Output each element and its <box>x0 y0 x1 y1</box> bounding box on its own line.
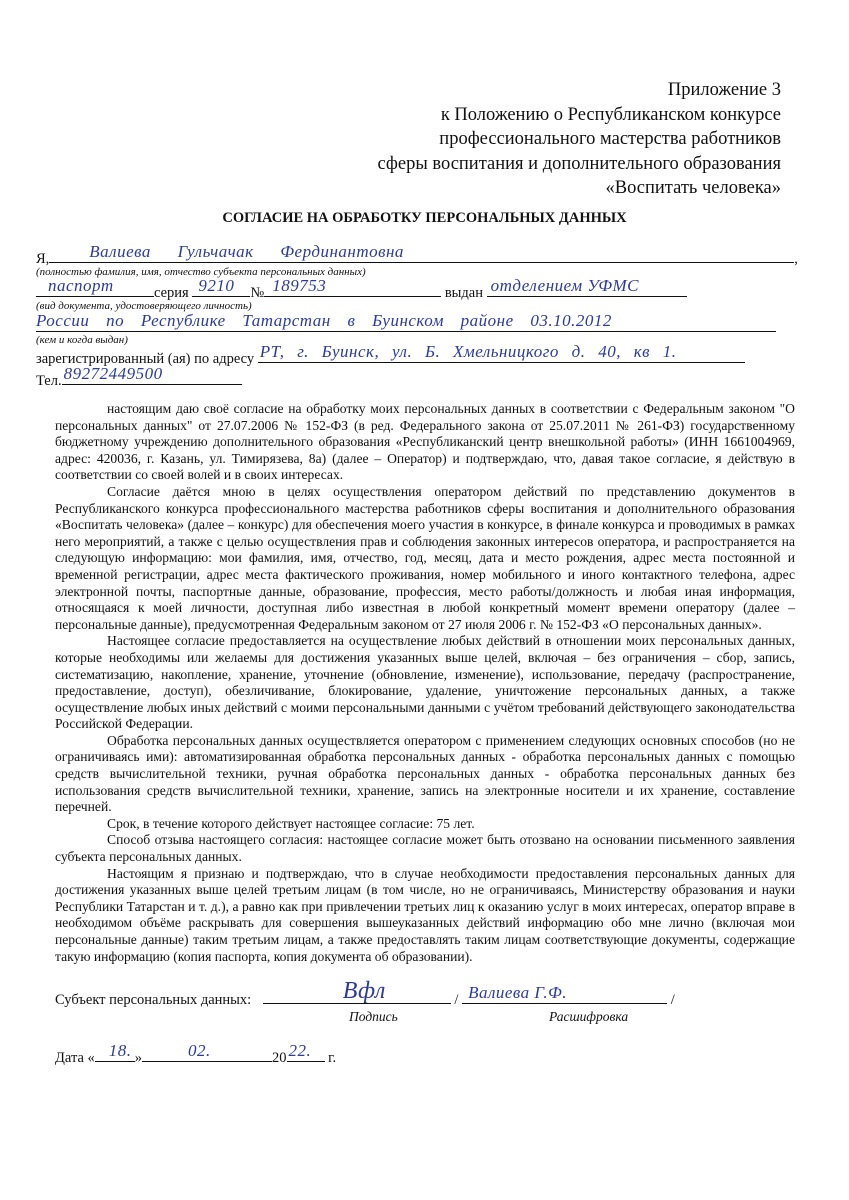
header-line: «Воспитать человека» <box>605 178 781 198</box>
paragraph: Настоящим я признаю и подтверждаю, что в случае необходимости предоставления персональных данных для достижения указанных выше целей третьим лицам (в том числе, но не ограничиваясь, Министерству образования и науки Республики Татарстан и т. д.), а равно как при привлечении третьих лиц к оказанию услуг в моих интересах, оператор вправе в необходимом объёме раскрывать для совершения вышеуказанных действий информацию обо мне лично (включая мои персональные данные) таким третьим лицам, а также предоставлять таким лицам соответствующие документы, содержащие такую информацию (копия паспорта, копия документа об образовании). <box>55 865 795 964</box>
day-field[interactable] <box>95 1041 135 1062</box>
paragraph: Способ отзыва настоящего согласия: настоящее согласие может быть отозвано на основании письменного заявления субъекта персональных данных. <box>55 832 795 865</box>
month-field[interactable] <box>142 1041 272 1062</box>
tel-label: Тел. <box>36 373 62 389</box>
handwritten-decode: Валиева Г.Ф. <box>468 983 567 1003</box>
tel-row <box>36 364 242 390</box>
document-type-field[interactable] <box>36 276 154 297</box>
handwritten-doc-type: паспорт <box>48 276 114 295</box>
issued-row <box>36 311 776 337</box>
header-line: сферы воспитания и дополнительного образования <box>377 153 781 174</box>
paragraph: Согласие даётся мною в целях осуществления оператором действий по представлению документов в Республиканского конкурса профессионального мастерства работников сферы воспитания и дополнительного образования «Воспитать человека» (далее – конкурс) для обеспечения моего участия в конкурсе, в финале конкурса и проводимых в рамках него мероприятий, а также с целью осуществления прав и соблюдения законных интересов оператора, и распространяется на следующую информацию: мои фамилия, имя, отчество, год, месяц, дата и место рождения, адрес места постоянной и временной регистрации, адрес места фактического проживания, номер мобильного и иного контактного телефона, адрес электронной почты, паспортные данные, образование, профессия, место работы/должность и любая иная информация, относящаяся к моей личности, доступная либо известная в любой конкретный момент времени оператору (далее – персональные данные), предусмотренная Федеральным законом от 27 июля 2006 г. № 152-ФЗ «О персональных данных». <box>55 483 795 632</box>
paragraph: Настоящее согласие предоставляется на осуществление любых действий в отношении моих персональных данных, которые необходимы или желаемы для достижения указанных выше целей, включая – без ограничения – сбор, запись, систематизацию, накопление, хранение, уточнение (обновление, изменение), использование, передачу (распространение, предоставление, доступ), обезличивание, блокирование, удаление, уничтожение персональных данных, а также осуществление любых иных действий с моими персональными данными с учётом требований действующего законодательства Российской Федерации. <box>55 633 795 732</box>
handwritten-day: 18. <box>108 1041 132 1061</box>
paragraph: настоящим даю своё согласие на обработку моих персональных данных в соответствии с Федеральным законом "О персональных данных" от 27.07.2006 № 152-ФЗ (в ред. Федерального закона от 25.07.2011 № 261-ФЗ) государственному бюджетному учреждению дополнительного образования «Республиканский центр внешкольной работы» (ИНН 1661004969, адрес: 420036, г. Казань, ул. Тимирязева, 8а) (далее – Оператор) и подтверждаю, что, давая такое согласие, я действую в соответствии со своей волей и в своих интересах. <box>55 401 795 483</box>
issued-by-field-1[interactable] <box>487 276 687 297</box>
handwritten-issued-2: России по Республике Татарстан в Буинском районе 03.10.2012 <box>36 311 612 330</box>
paragraph: Обработка персональных данных осуществляется оператором с применением следующих основных способов (но не ограничиваясь ими): автоматизированная обработка персональных данных - обработка персональных данных с помощью средств вычислительной техники, ручная обработка персональных данных - обработка персональных данных без использования средств вычислительной техники, хранение, запись на электронные носители и их хранение, составление перечней. <box>55 732 795 815</box>
header-line: профессионального мастерства работников <box>439 129 781 149</box>
paragraph: Срок, в течение которого действует настоящее согласие: 75 лет. <box>107 815 475 831</box>
document-row <box>36 276 687 302</box>
quote-close: » <box>134 1050 143 1067</box>
handwritten-tel: 89272449500 <box>63 364 163 383</box>
header-line: к Положению о Республиканском конкурсе <box>440 104 781 125</box>
signature-row <box>55 978 675 1009</box>
appendix-header <box>377 78 781 201</box>
year-prefix: 20 <box>272 1050 287 1067</box>
signature-field[interactable] <box>263 978 451 1005</box>
issued-caption: (кем и когда выдан) <box>36 334 128 346</box>
series-field[interactable] <box>192 276 250 297</box>
name-row: Я, Валиева Гульчачак Фердинантовна , <box>36 242 798 267</box>
handwritten-series: 9210 <box>198 276 235 295</box>
date-label: Дата « <box>55 1050 95 1067</box>
year-field[interactable] <box>287 1041 325 1062</box>
name-prefix: Я, <box>36 251 50 267</box>
number-field[interactable] <box>264 276 441 297</box>
handwritten-signature: Вфл <box>342 978 386 1005</box>
separator: / <box>454 992 459 1009</box>
consent-body <box>55 401 795 965</box>
date-row <box>55 1041 795 1067</box>
signature-caption: Подпись <box>349 1009 398 1025</box>
handwritten-month: 02. <box>188 1041 211 1061</box>
document-caption: (вид документа, удостоверяющего личность) <box>36 300 252 312</box>
decode-caption: Расшифровка <box>549 1009 629 1025</box>
signature-block <box>55 978 795 1031</box>
name-caption: (полностью фамилия, имя, отчество субъекта персональных данных) <box>36 266 366 278</box>
issued-label: выдан <box>444 285 483 301</box>
name-field[interactable] <box>49 242 794 263</box>
separator: / <box>670 992 675 1009</box>
number-label: № <box>250 285 265 301</box>
handwritten-year: 22. <box>288 1041 312 1061</box>
handwritten-name: Валиева Гульчачак Фердинантовна <box>89 242 404 261</box>
handwritten-address: РТ, г. Буинск, ул. Б. Хмельницкого д. 40, кв 1. <box>259 342 677 361</box>
document-title: СОГЛАСИЕ НА ОБРАБОТКУ ПЕРСОНАЛЬНЫХ ДАННЫХ <box>222 210 627 226</box>
consent-flow <box>55 401 795 1105</box>
year-suffix: г. <box>328 1050 337 1067</box>
tel-field[interactable] <box>62 364 242 385</box>
address-label: зарегистрированный (ая) по адресу <box>36 351 255 367</box>
header-line: Приложение 3 <box>667 80 781 100</box>
signature-label: Субъект персональных данных: <box>55 992 252 1009</box>
series-label: серия <box>154 285 189 301</box>
decode-field[interactable] <box>462 983 667 1004</box>
issued-by-field-2[interactable] <box>36 311 776 332</box>
handwritten-number: 189753 <box>272 276 327 295</box>
handwritten-issued-1: отделением УФМС <box>490 276 639 295</box>
address-field[interactable] <box>258 342 745 363</box>
